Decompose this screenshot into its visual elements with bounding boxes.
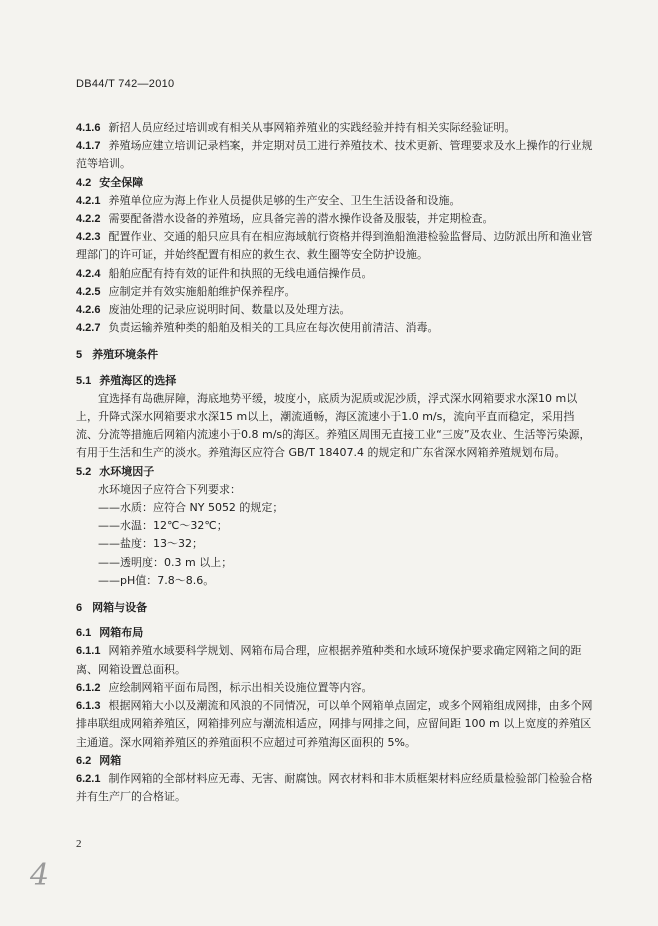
clause-text: 根据网箱大小以及潮流和风浪的不同情况，可以单个网箱单点固定，或多个网箱组成网排，由多个网排串联组成网箱养殖区，网箱排列应与潮流相适应，网排与网排之间，应留间距 100 m 以上宽度的养殖区主通道。深水网箱养殖区的养殖面积不应超过可养殖海区面积的 5%。 <box>76 699 593 749</box>
section-title: 网箱布局 <box>99 626 144 640</box>
clause-4-2-1 <box>76 192 596 210</box>
clause-4-2-5 <box>76 283 596 301</box>
section-number: 6.2 <box>76 754 92 767</box>
chapter-heading-6 <box>76 599 596 617</box>
clause-text: 养殖单位应为海上作业人员提供足够的生产安全、卫生生活设备和设施。 <box>108 193 461 207</box>
clause-number: 6.1.2 <box>76 681 101 694</box>
section-5-1-paragraph: 宜选择有岛礁屏障，海底地势平缓，坡度小，底质为泥质或泥沙质，浮式深水网箱要求水深10 m以上，升降式深水网箱要求水深15 m以上，潮流通畅，海区流速小于1.0 m/s，流向平直而稳定，采用挡流、分流等措施后网箱内流速小于0.8 m/s的海区。养殖区周围无直接工业“三废”及农业、生活等污染源，有用于生活和生产的淡水。养殖海区应符合 GB/T 18407.4 的规定和广东省深水网箱养殖规划布局。 <box>76 391 591 460</box>
clause-text: 制作网箱的全部材料应无毒、无害、耐腐蚀。网衣材料和非木质框架材料应经质量检验部门检验合格并有生产厂的合格证。 <box>76 771 593 804</box>
chapter-heading-5 <box>76 346 596 364</box>
clause-text: 网箱养殖水域要科学规划、网箱布局合理，应根据养殖种类和水域环境保护要求确定网箱之间的距离、网箱设置总面积。 <box>76 644 582 676</box>
clause-number: 4.1.7 <box>76 140 101 153</box>
clause-4-2-3 <box>76 228 596 264</box>
clause-number: 6.1.1 <box>76 645 101 658</box>
clause-text: 配置作业、交通的船只应具有在相应海域航行资格并得到渔船渔港检验监督局、边防派出所和渔业管理部门的许可证，并始终配置有相应的救生衣、救生圈等安全防护设施。 <box>76 230 593 262</box>
section-number: 5.2 <box>76 465 92 478</box>
document-body <box>76 119 596 806</box>
clause-6-1-1 <box>76 642 596 678</box>
clause-4-1-6 <box>76 119 596 137</box>
chapter-number: 5 <box>76 349 83 362</box>
clause-4-2-2 <box>76 210 596 228</box>
list-item: ——透明度：0.3 m 以上； <box>98 555 233 569</box>
section-title: 安全保障 <box>99 175 144 189</box>
section-heading-6-2 <box>76 752 596 770</box>
clause-4-2-4 <box>76 265 596 283</box>
page-number: 2 <box>76 838 82 850</box>
handwritten-mark: 4 <box>30 858 50 893</box>
chapter-title: 养殖环境条件 <box>92 348 159 362</box>
chapter-title: 网箱与设备 <box>92 601 148 615</box>
clause-number: 4.2.5 <box>76 285 101 298</box>
clause-6-1-2 <box>76 679 596 697</box>
clause-number: 4.2.4 <box>76 267 101 280</box>
document-code-header: DB44/T 742—2010 <box>76 78 175 90</box>
section-heading-5-1 <box>76 372 596 390</box>
list-item: ——盐度：13～32； <box>98 537 203 551</box>
clause-number: 6.1.3 <box>76 700 101 713</box>
clause-number: 4.2.1 <box>76 194 101 207</box>
section-number: 6.1 <box>76 627 92 640</box>
water-factor-list <box>76 499 596 590</box>
clause-number: 4.2.3 <box>76 231 101 244</box>
clause-number: 4.1.6 <box>76 122 101 134</box>
clause-6-1-3 <box>76 697 596 752</box>
list-item: ——水质：应符合 NY 5052 的规定； <box>98 501 284 515</box>
section-heading-6-1 <box>76 624 596 642</box>
clause-number: 4.2.7 <box>76 322 101 335</box>
list-item: ——水温：12℃～32℃； <box>98 519 228 533</box>
section-title: 网箱 <box>99 753 122 767</box>
clause-text: 废油处理的记录应说明时间、数量以及处理方法。 <box>108 303 351 317</box>
clause-text: 需要配备潜水设备的养殖场，应具备完善的潜水操作设备及服装，并定期检查。 <box>108 212 494 226</box>
clause-text: 船舶应配有持有效的证件和执照的无线电通信操作员。 <box>108 266 373 280</box>
clause-4-2-7 <box>76 319 596 337</box>
section-heading-5-2 <box>76 463 596 481</box>
clause-text: 负责运输养殖种类的船舶及相关的工具应在每次使用前清洁、消毒。 <box>108 321 439 335</box>
clause-4-2-6 <box>76 301 596 319</box>
section-5-2-intro: 水环境因子应符合下列要求： <box>98 482 241 496</box>
clause-number: 6.2.1 <box>76 772 101 785</box>
list-item: ——pH值：7.8～8.6。 <box>98 573 215 587</box>
clause-text: 应制定并有效实施船舶维护保养程序。 <box>108 284 296 298</box>
clause-text: 新招人员应经过培训或有相关从事网箱养殖业的实践经验并持有相关实际经验证明。 <box>108 121 516 134</box>
clause-number: 4.2.6 <box>76 304 101 317</box>
clause-number: 4.2.2 <box>76 213 101 226</box>
clause-text: 养殖场应建立培训记录档案，并定期对员工进行养殖技术、技术更新、管理要求及水上操作的行业规范等培训。 <box>76 139 593 171</box>
chapter-number: 6 <box>76 602 83 615</box>
clause-6-2-1 <box>76 770 596 806</box>
section-title: 养殖海区的选择 <box>99 373 177 387</box>
section-number: 5.1 <box>76 374 92 387</box>
section-heading-4-2 <box>76 174 596 192</box>
clause-text: 应绘制网箱平面布局图，标示出相关设施位置等内容。 <box>108 680 373 694</box>
clause-4-1-7 <box>76 137 596 173</box>
section-number: 4.2 <box>76 176 92 189</box>
section-title: 水环境因子 <box>99 464 155 478</box>
